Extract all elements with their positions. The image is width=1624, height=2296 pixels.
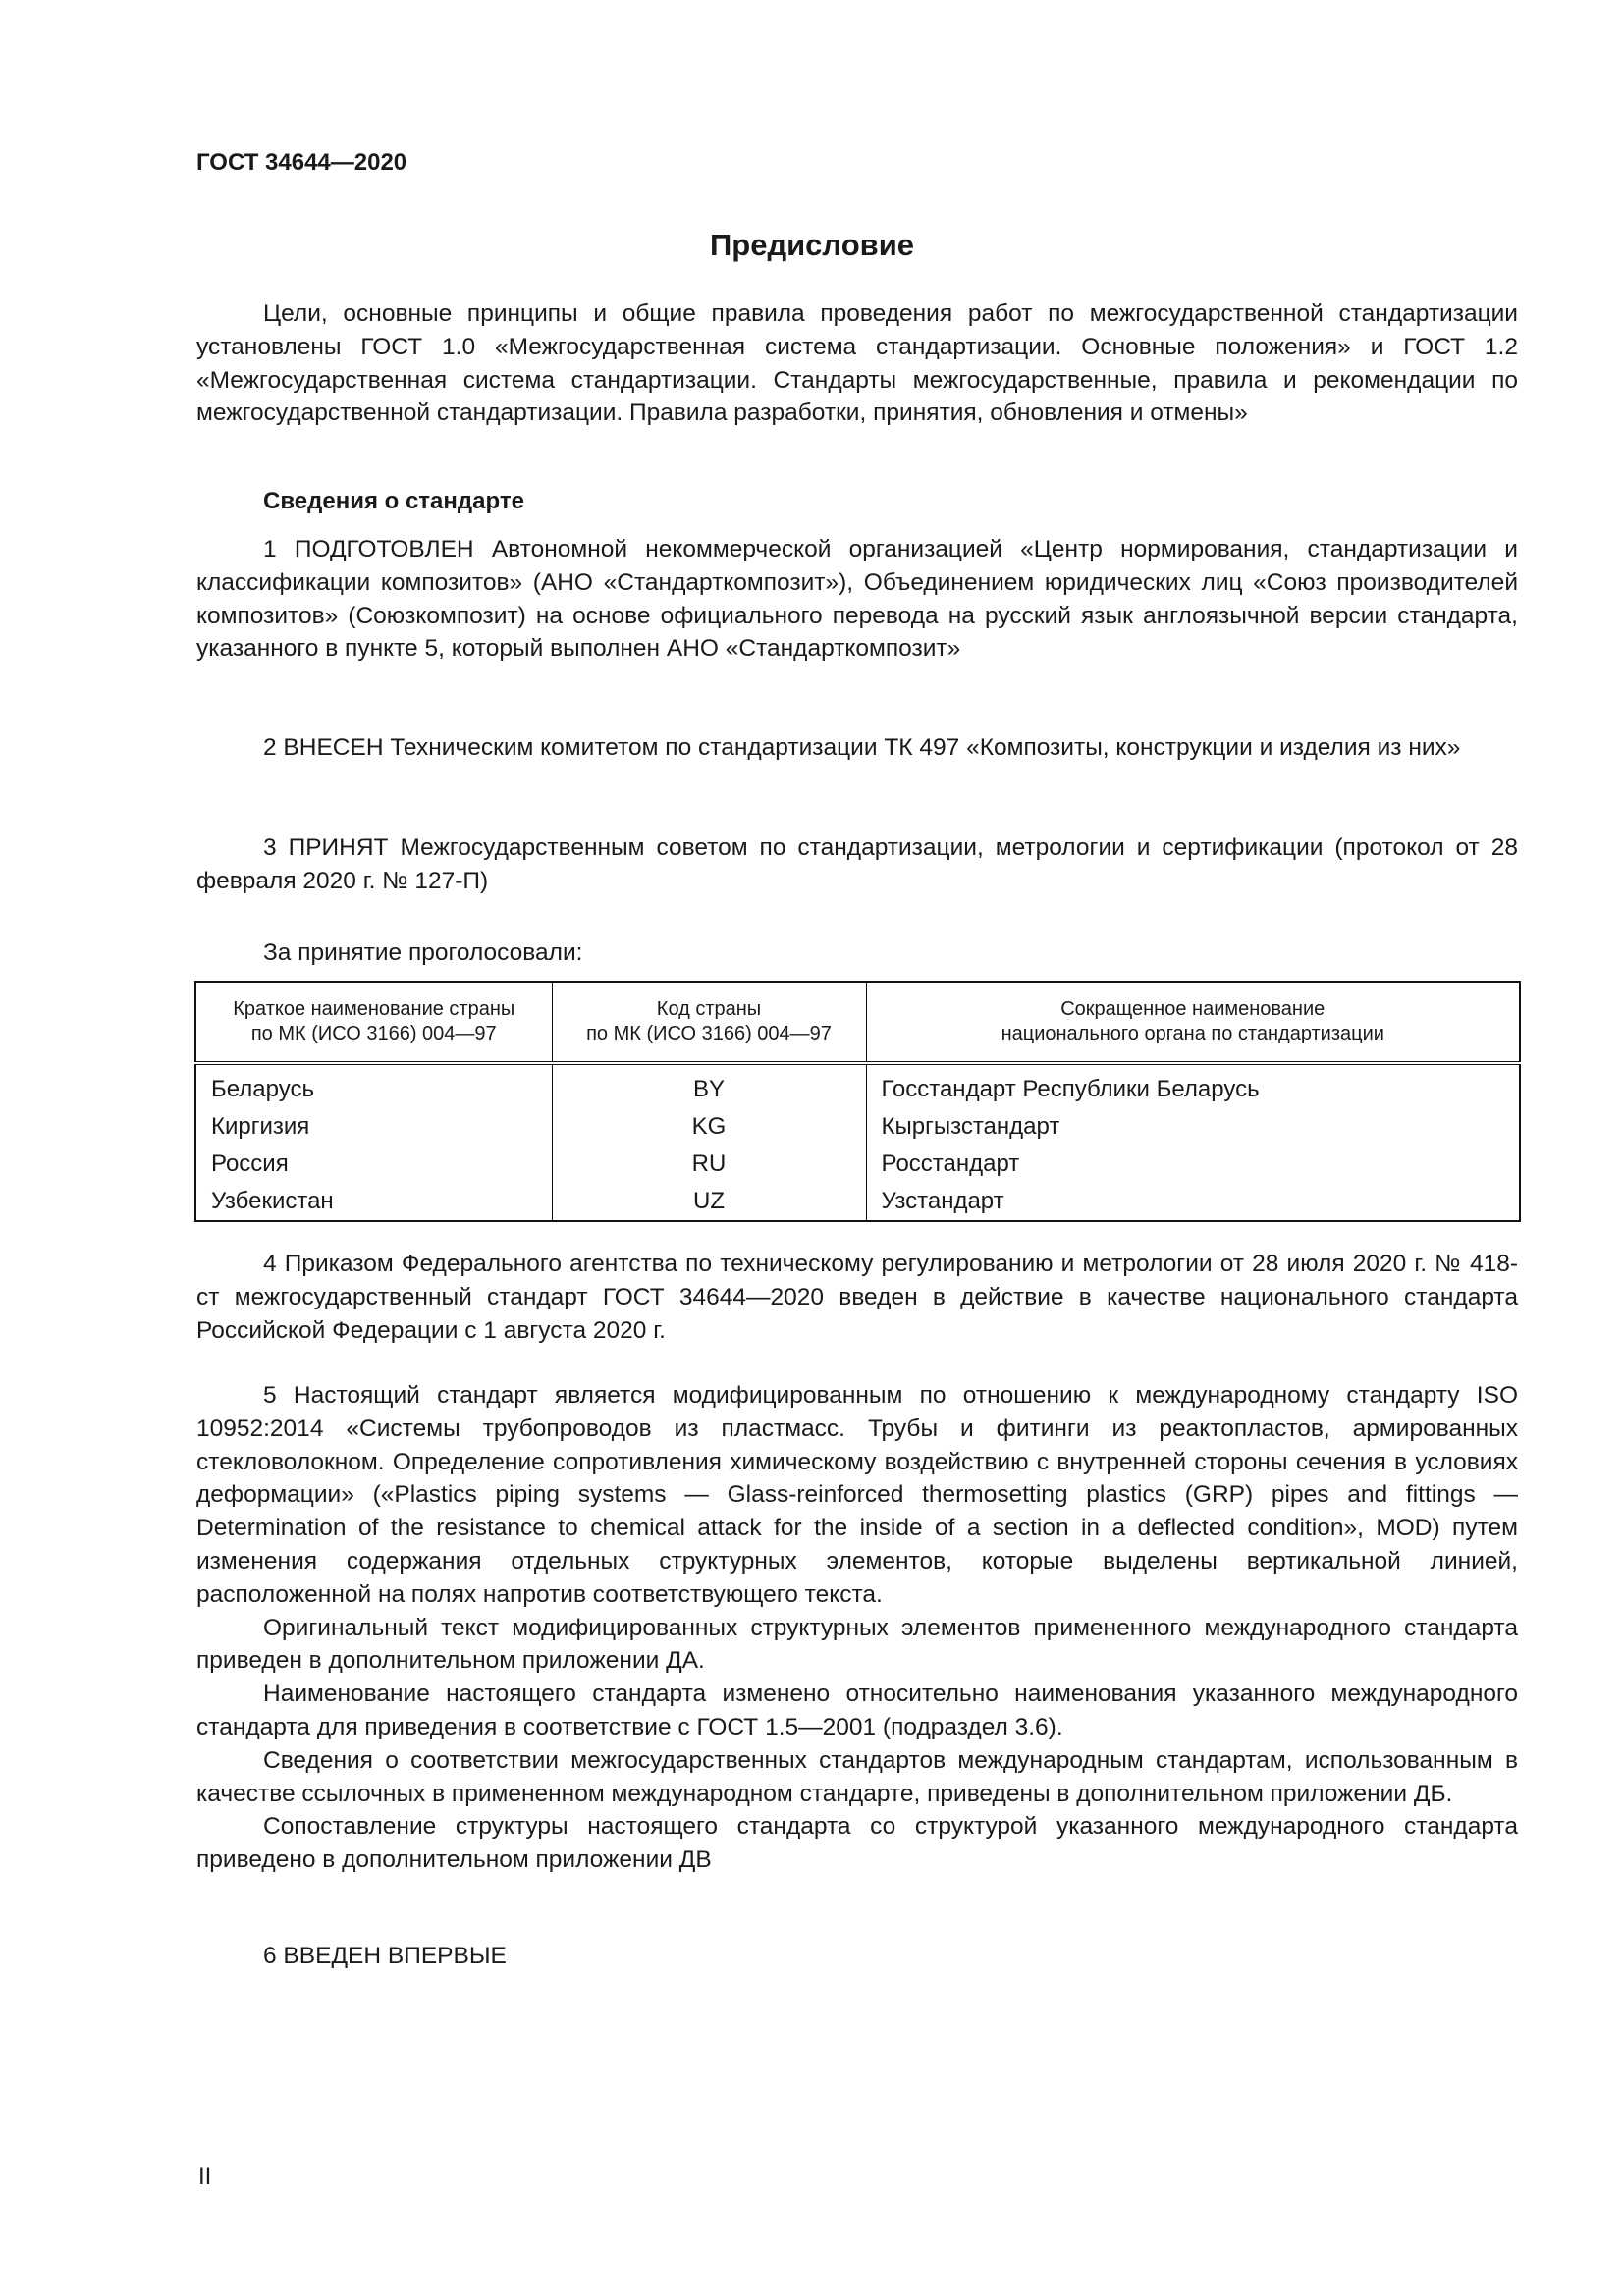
table-row bbox=[195, 1108, 1520, 1146]
vote-label: За принятие проголосовали: bbox=[263, 939, 583, 966]
paragraph-2: 2 ВНЕСЕН Техническим комитетом по стандартизации ТК 497 «Композиты, конструкции и изделия из них» bbox=[263, 734, 1461, 761]
table-row bbox=[195, 1183, 1520, 1221]
item-4 bbox=[196, 1248, 1518, 1347]
item-1 bbox=[196, 533, 1518, 666]
voting-countries-table bbox=[194, 981, 1521, 1222]
body-cell: Узстандарт bbox=[866, 1183, 1520, 1221]
body-cell: Росстандарт bbox=[866, 1146, 1520, 1183]
header-line: по МК (ИСО 3166) 004—97 bbox=[586, 1023, 832, 1044]
paragraph-5-title-change: Наименование настоящего стандарта изменено относительно наименования указанного международного стандарта для приведения в соответствие с ГОСТ 1.5—2001 (подраздел 3.6). bbox=[196, 1681, 1518, 1740]
intro-paragraph: Цели, основные принципы и общие правила проведения работ по межгосударственной стандартизации установлены ГОСТ 1.0 «Межгосударственная система стандартизации. Основные положения» и ГОСТ 1.2 «Межгосударственная система стандартизации. Стандарты межгосударственные, правила и рекомендации по межгосударственной стандартизации. Правила разработки, принятия, обновления и отмены» bbox=[196, 300, 1518, 427]
header-line: национального органа по стандартизации bbox=[1001, 1023, 1384, 1044]
paragraph-5-structure: Сопоставление структуры настоящего стандарта со структурой указанного международного стандарта приведено в дополнительном приложении ДВ bbox=[196, 1813, 1518, 1874]
table-header-row bbox=[195, 982, 1520, 1063]
paragraph-3: 3 ПРИНЯТ Межгосударственным советом по стандартизации, метрологии и сертификации (протокол от 28 февраля 2020 г. № 127-П) bbox=[196, 834, 1518, 894]
header-line: Код страны bbox=[656, 998, 762, 1020]
country-cell: Узбекистан bbox=[211, 1188, 334, 1214]
item-3 bbox=[196, 831, 1518, 898]
header-body bbox=[866, 982, 1520, 1063]
header-line: по МК (ИСО 3166) 004—97 bbox=[250, 1023, 497, 1044]
country-cell: Киргизия bbox=[211, 1113, 310, 1140]
intro-section bbox=[196, 297, 1518, 430]
paragraph-5-references: Сведения о соответствии межгосударственных стандартов международным стандартам, использованным в качестве ссылочных в примененном международном стандарте, приведены в дополнительном приложении ДБ. bbox=[196, 1746, 1518, 1807]
item-2 bbox=[196, 731, 1518, 765]
header-country bbox=[195, 982, 552, 1063]
item-6 bbox=[196, 1940, 1518, 1973]
item-5 bbox=[196, 1379, 1518, 1877]
table-row bbox=[195, 1146, 1520, 1183]
header-line: Краткое наименование страны bbox=[233, 998, 515, 1020]
country-cell: Беларусь bbox=[211, 1076, 314, 1102]
paragraph-1: 1 ПОДГОТОВЛЕН Автономной некоммерческой организацией «Центр нормирования, стандартизации и классификации композитов» (АНО «Стандарткомпозит»), Объединением юридических лиц «Союз производителей композитов» (Союзкомпозит) на основе официального перевода на русский язык англоязычной версии стандарта, указанного в пункте 5, который выполнен АНО «Стандарткомпозит» bbox=[196, 536, 1518, 663]
paragraph-5-original-text: Оригинальный текст модифицированных структурных элементов примененного международного стандарта приведен в дополнительном приложении ДА. bbox=[196, 1614, 1518, 1675]
paragraph-6: 6 ВВЕДЕН ВПЕРВЫЕ bbox=[263, 1943, 507, 1969]
code-cell: RU bbox=[552, 1146, 866, 1183]
code-cell: BY bbox=[552, 1063, 866, 1108]
page-title: Предисловие bbox=[709, 228, 914, 262]
header-code bbox=[552, 982, 866, 1063]
section-subtitle: Сведения о стандарте bbox=[263, 488, 524, 514]
paragraph-4: 4 Приказом Федерального агентства по техническому регулированию и метрологии от 28 июля 2020 г. № 418-ст межгосударственный стандарт ГОСТ 34644—2020 введен в действие в качестве национального стандарта Российской Федерации с 1 августа 2020 г. bbox=[196, 1251, 1518, 1344]
header-line: Сокращенное наименование bbox=[1060, 998, 1326, 1020]
paragraph-5: 5 Настоящий стандарт является модифицированным по отношению к международному стандарту ISO 10952:2014 «Системы трубопроводов из пластмасс. Трубы и фитинги из реактопластов, армированных стекловолокном. Определение сопротивления химическому воздействию с внутренней стороны сечения в условиях деформации» («Plastics piping systems — Glass-reinforced thermosetting plastics (GRP) pipes and fittings — Determination of the resistance to chemical attack for the inside of a section in a deflected condition», MOD) путем изменения содержания отдельных структурных элементов, которые выделены вертикальной линией, расположенной на полях напротив соответствующего текста. bbox=[196, 1382, 1518, 1608]
body-cell: Кыргызстандарт bbox=[866, 1108, 1520, 1146]
body-cell: Госстандарт Республики Беларусь bbox=[866, 1063, 1520, 1108]
document-header-id: ГОСТ 34644—2020 bbox=[196, 149, 407, 176]
code-cell: KG bbox=[552, 1108, 866, 1146]
table-row bbox=[195, 1063, 1520, 1108]
code-cell: UZ bbox=[552, 1183, 866, 1221]
page-number: II bbox=[198, 2163, 212, 2190]
country-cell: Россия bbox=[211, 1150, 289, 1177]
